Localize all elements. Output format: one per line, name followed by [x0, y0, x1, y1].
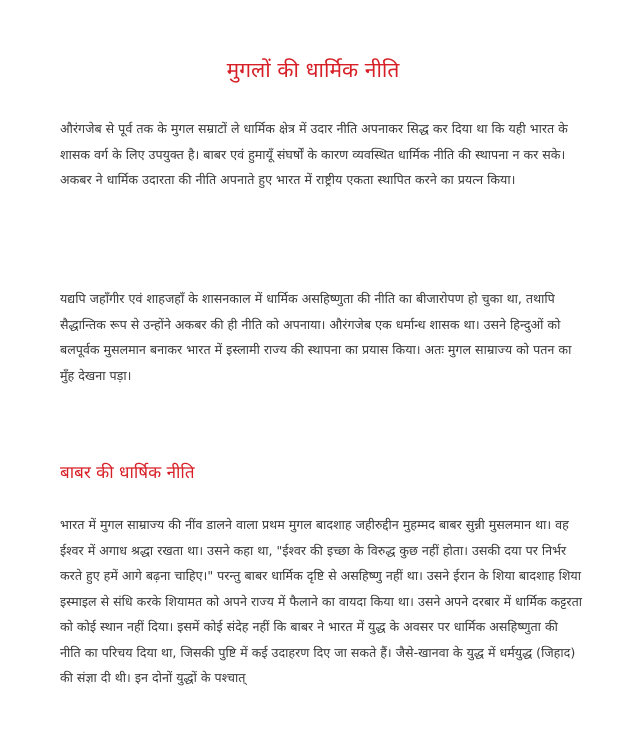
section-paragraph: भारत में मुगल साम्राज्य की नींव डालने वाला प्रथम मुगल बादशाह जहीरुद्दीन मुहम्मद बाबर सुन्नी मुसलमान था। वह ईश्वर में अगाध श्रद्धा रखता था। उसने कहा था, "ईश्वर की इच्छा के विरुद्ध कुछ नहीं होता। उसकी दया पर निर्भर करते हुए हमें आगे बढ़ना चाहिए।" परन्तु बाबर धार्मिक दृष्टि से असहिष्णु नहीं था। उसने ईरान के शिया बादशाह शिया इस्माइल से संधि करके शियामत को अपने राज्य में फैलाने का वायदा किया था। उसने अपने दरबार में धार्मिक कट्टरता को कोई स्थान नहीं दिया। इसमें कोई संदेह नहीं कि बाबर ने भारत में युद्ध के अवसर पर धार्मिक असहिष्णुता की नीति का परिचय दिया था, जिसकी पुष्टि में कई उदाहरण दिए जा सकते हैं। जैसे-खानवा के युद्ध में धर्मयुद्ध (जिहाद) की संज्ञा दी थी। इन दोनों युद्धों के पश्चात्	[60, 517, 583, 685]
second-paragraph: यद्यपि जहाँगीर एवं शाहजहाँ के शासनकाल में धार्मिक असहिष्णुता की नीति का बीजारोपण हो चुका था, तथापि सैद्धान्तिक रूप से उन्होंने अकबर की ही नीति को अपनाया। औरंगजेब एक धर्मान्ध शासक था। उसने हिन्दुओं को बलपूर्वक मुसलमान बनाकर भारत में इस्लामी राज्य की स्थापना का प्रयास किया। अतः मुगल साम्राज्य को पतन का मुँह देखना पड़ा।	[60, 291, 572, 383]
section-heading: बाबर की धार्षिक नीति	[60, 463, 195, 483]
page-title: मुगलों की धार्मिक नीति	[226, 58, 400, 82]
intro-paragraph: औरंगजेब से पूर्व तक के मुगल सम्राटों ले धार्मिक क्षेत्र में उदार नीति अपनाकर सिद्ध कर दिया था कि यही भारत के शासक वर्ग के लिए उपयुक्त है। बाबर एवं हुमायूँ संघर्षों के कारण व्यवस्थित धार्मिक नीति की स्थापना न कर सके। अकबर ने धार्मिक उदारता की नीति अपनाते हुए भारत में राष्ट्रीय एकता स्थापित करने का प्रयत्न किया।	[60, 121, 568, 187]
